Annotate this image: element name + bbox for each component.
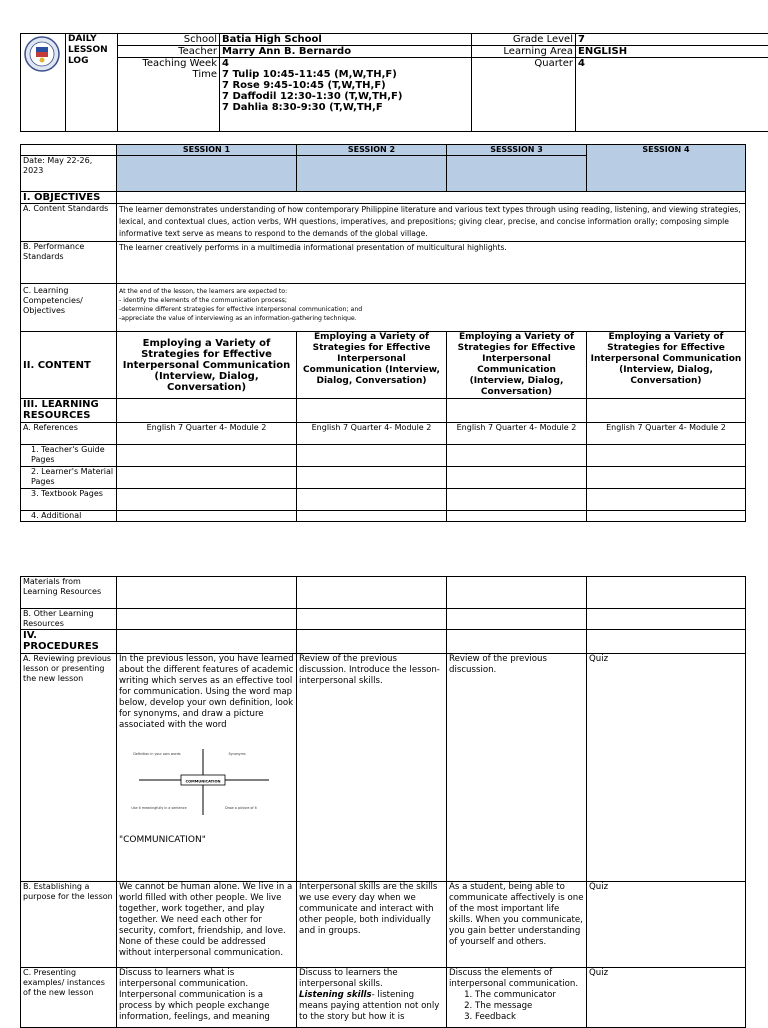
teacher-value: Marry Ann B. Bernardo bbox=[220, 46, 472, 58]
word-map-bottom-left: Use it meaningfully in a sentence bbox=[131, 806, 186, 810]
week-time-labels bbox=[118, 58, 220, 132]
presenting-label: C. Presenting examples/ instances of the new lesson bbox=[21, 968, 117, 1028]
purpose-s4: Quiz bbox=[587, 882, 746, 968]
word-map-diagram bbox=[119, 745, 289, 827]
purpose-s2: Interpersonal skills are the skills we use every day when we communicate and interact with other people, both individually and in groups. bbox=[297, 882, 447, 968]
word-map-top-right: Synonyms bbox=[228, 752, 245, 756]
grade-level-label: Grade Level bbox=[472, 34, 576, 46]
week-time-values bbox=[220, 58, 472, 132]
date-s3 bbox=[447, 156, 587, 192]
time-label: Time bbox=[120, 69, 217, 80]
presenting-s2-rest: - listening means paying attention not only to the story but how it is bbox=[299, 990, 439, 1022]
references-label: A. References bbox=[21, 423, 117, 445]
purpose-s3: As a student, being able to communicate affectively is one of the most important life skills. When you communicate, you gain better understanding of yourself and others. bbox=[447, 882, 587, 968]
reference-s4: English 7 Quarter 4- Module 2 bbox=[587, 423, 746, 445]
word-map-bottom-right: Draw a picture of it bbox=[225, 806, 257, 810]
elements-list bbox=[449, 990, 584, 1023]
presenting-s1: Discuss to learners what is interpersonal communication. Interpersonal communication is a process by which people exchange information, feelings, and meaning bbox=[117, 968, 297, 1028]
deped-seal-icon bbox=[21, 34, 64, 74]
grade-level-value: 7 bbox=[576, 34, 768, 46]
time-slot: 7 Tulip 10:45-11:45 (M,W,TH,F) bbox=[222, 69, 469, 80]
performance-standards-text: The learner creatively performs in a multimedia informational presentation of multicultural highlights. bbox=[117, 242, 746, 284]
corner-cell bbox=[21, 145, 117, 156]
teacher-label: Teacher bbox=[118, 46, 220, 58]
reference-s3: English 7 Quarter 4- Module 2 bbox=[447, 423, 587, 445]
session-2-header: SESSION 2 bbox=[297, 145, 447, 156]
date-cell: Date: May 22-26, 2023 bbox=[21, 156, 117, 192]
time-slot: 7 Dahlia 8:30-9:30 (T,W,TH,F bbox=[222, 102, 469, 113]
competency-line: -appreciate the value of interviewing as an information-gathering technique. bbox=[119, 314, 743, 323]
session-4-header: SESSION 4 bbox=[587, 145, 746, 192]
reviewing-s2: Review of the previous discussion. Introduce the lesson- interpersonal skills. bbox=[297, 654, 447, 882]
content-s4: Employing a Variety of Strategies for Effective Interpersonal Communication (Interview, Dialog, Conversation) bbox=[587, 332, 746, 399]
learning-area-value: ENGLISH bbox=[576, 46, 768, 58]
header-table bbox=[20, 33, 768, 132]
content-label: II. CONTENT bbox=[21, 332, 117, 399]
other-resources-label: B. Other Learning Resources bbox=[21, 609, 117, 630]
reviewing-s1-text: In the previous lesson, you have learned about the different features of academic writing which serves as an effective tool for communication. Using the word map below, develop your own definition, look for synonyms, and draw a picture associated with the word bbox=[119, 654, 294, 731]
list-item: 3. Feedback bbox=[475, 1012, 584, 1023]
listening-skills-term: Listening skills bbox=[299, 990, 372, 1000]
reviewing-s1-word: "COMMUNICATION" bbox=[119, 835, 294, 846]
content-s1: Employing a Variety of Strategies for Effective Interpersonal Communication (Interview, Dialog, Conversation) bbox=[117, 332, 297, 399]
school-value: Batia High School bbox=[220, 34, 472, 46]
content-s3: Employing a Variety of Strategies for Effective Interpersonal Communication (Interview, Dialog, Conversation) bbox=[447, 332, 587, 399]
lesson-table-part2 bbox=[20, 576, 746, 1028]
reviewing-s1 bbox=[117, 654, 297, 882]
learning-area-label: Learning Area bbox=[472, 46, 576, 58]
presenting-s4: Quiz bbox=[587, 968, 746, 1028]
teaching-week-label: Teaching Week bbox=[120, 58, 217, 69]
competency-line: -determine different strategies for effective interpersonal communication; and bbox=[119, 305, 743, 314]
purpose-label: B. Establishing a purpose for the lesson bbox=[21, 882, 117, 968]
deped-seal-cell bbox=[21, 34, 66, 132]
reference-s2: English 7 Quarter 4- Module 2 bbox=[297, 423, 447, 445]
procedures-heading: IV. PROCEDURES bbox=[21, 630, 117, 654]
objectives-heading: I. OBJECTIVES bbox=[21, 192, 117, 204]
content-s2: Employing a Variety of Strategies for Effective Interpersonal Communication (Interview, Dialog, Conversation) bbox=[297, 332, 447, 399]
quarter-value: 4 bbox=[576, 58, 768, 132]
textbook-label: 3. Textbook Pages bbox=[21, 489, 117, 511]
competency-line: At the end of the lesson, the learners are expected to: bbox=[119, 287, 743, 296]
reference-s1: English 7 Quarter 4- Module 2 bbox=[117, 423, 297, 445]
reviewing-s4: Quiz bbox=[587, 654, 746, 882]
additional-label-cont: Materials from Learning Resources bbox=[21, 577, 117, 609]
reviewing-label: A. Reviewing previous lesson or presenting the new lesson bbox=[21, 654, 117, 882]
time-slot: 7 Daffodil 12:30-1:30 (T,W,TH,F) bbox=[222, 91, 469, 102]
list-item: 2. The message bbox=[475, 1001, 584, 1012]
content-standards-text: The learner demonstrates understanding of how contemporary Philippine literature and various text types through using reading, listening, and viewing strategies, lexical, and contextual clues, action verbs, WH questions, imperatives, and prepositions; giving clear, precise, and concise information orally; composing simple informative text serve as means to respond to the demands of the global village. bbox=[117, 204, 746, 242]
word-map-center: COMMUNICATION bbox=[185, 780, 220, 784]
reviewing-s3: Review of the previous discussion. bbox=[447, 654, 587, 882]
time-slot: 7 Rose 9:45-10:45 (T,W,TH,F) bbox=[222, 80, 469, 91]
learners-material-label: 2. Learner's Material Pages bbox=[21, 467, 117, 489]
dll-title: DAILY LESSON LOG bbox=[66, 34, 118, 132]
resources-heading: III. LEARNING RESOURCES bbox=[21, 399, 117, 423]
competencies-text bbox=[117, 284, 746, 332]
teachers-guide-label: 1. Teacher's Guide Pages bbox=[21, 445, 117, 467]
word-map-top-left: Definition in your own words bbox=[133, 752, 180, 756]
teaching-week-value: 4 bbox=[222, 58, 469, 69]
lesson-table-part1 bbox=[20, 144, 746, 522]
presenting-s3-intro: Discuss the elements of interpersonal communication. bbox=[449, 968, 584, 990]
list-item: 1. The communicator bbox=[475, 990, 584, 1001]
date-s1 bbox=[117, 156, 297, 192]
school-label: School bbox=[118, 34, 220, 46]
date-s2 bbox=[297, 156, 447, 192]
session-3-header: SESSSION 3 bbox=[447, 145, 587, 156]
presenting-s3 bbox=[447, 968, 587, 1028]
presenting-s2 bbox=[297, 968, 447, 1028]
competency-line: - identify the elements of the communication process; bbox=[119, 296, 743, 305]
session-1-header: SESSION 1 bbox=[117, 145, 297, 156]
quarter-label: Quarter bbox=[472, 58, 576, 132]
presenting-s2-intro: Discuss to learners the interpersonal skills. bbox=[299, 968, 398, 989]
purpose-s1: We cannot be human alone. We live in a world filled with other people. We live together, work together, and play together. We need each other for security, comfort, friendship, and love. None of these could be addressed without interpersonal communication. bbox=[117, 882, 297, 968]
additional-label: 4. Additional bbox=[21, 511, 117, 522]
performance-standards-label: B. Performance Standards bbox=[21, 242, 117, 284]
competencies-label: C. Learning Competencies/ Objectives bbox=[21, 284, 117, 332]
content-standards-label: A. Content Standards bbox=[21, 204, 117, 242]
